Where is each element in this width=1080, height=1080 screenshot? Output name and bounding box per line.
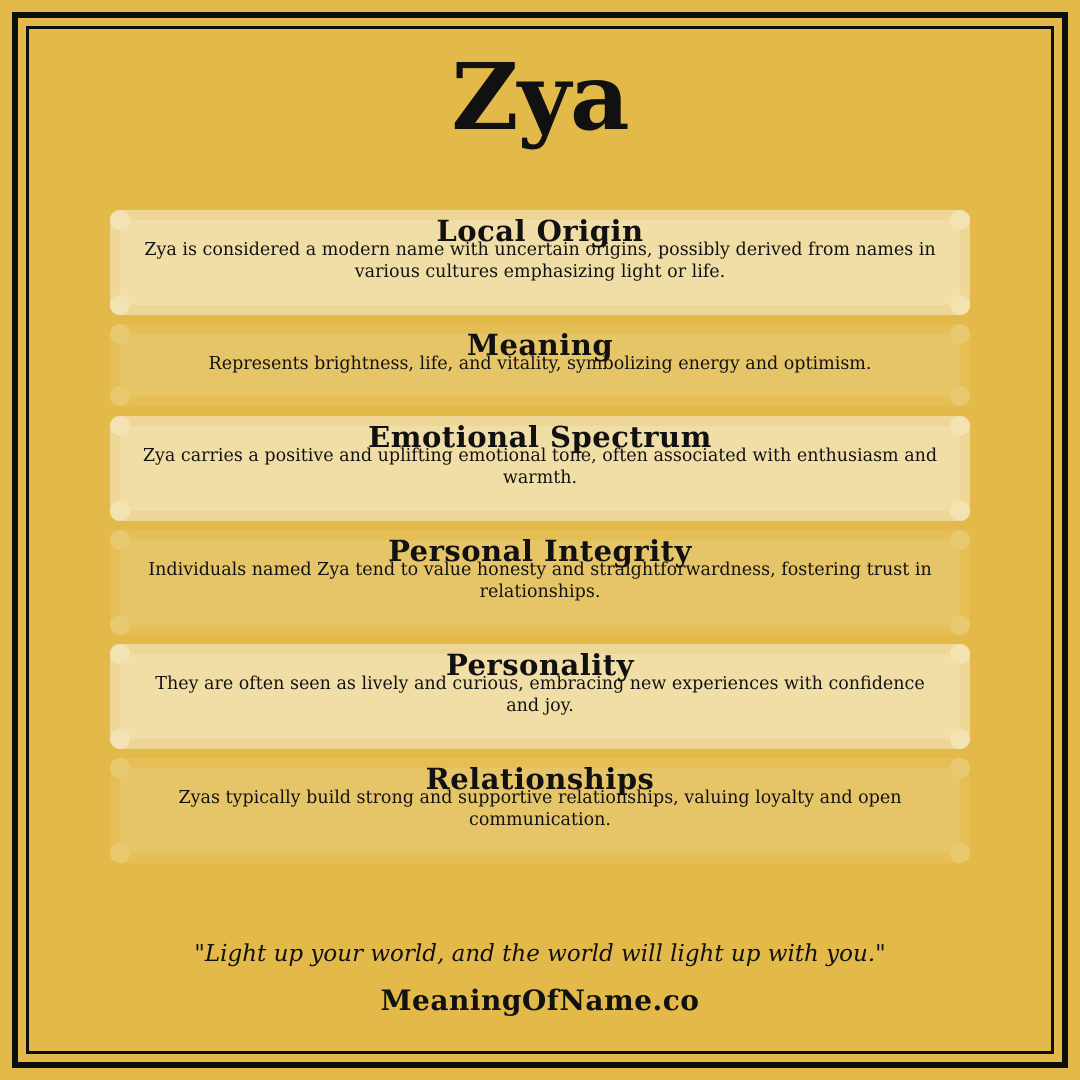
corner-dot [950, 843, 970, 863]
section-personal-integrity [110, 530, 970, 635]
section-heading: Personal Integrity [388, 534, 692, 568]
corner-dot [110, 843, 130, 863]
corner-dot [950, 295, 970, 315]
section-heading: Personality [445, 648, 635, 682]
corner-dot [110, 615, 130, 635]
section-text: Zya carries a positive and uplifting emotional tone, often associated with enthusiasm and warmth. [142, 446, 938, 488]
corner-dot [950, 615, 970, 635]
site-footer: MeaningOfName.co [380, 984, 700, 1017]
section-heading: Meaning [466, 328, 614, 362]
corner-dot [110, 729, 130, 749]
section-text: Individuals named Zya tend to value honesty and straightforwardness, fostering trust in relationships. [148, 560, 932, 602]
section-personality [110, 644, 970, 749]
section-heading: Local Origin [436, 214, 644, 248]
quote-text: "Light up your world, and the world will light up with you." [194, 941, 886, 967]
corner-dot [110, 501, 130, 521]
corner-dot [110, 295, 130, 315]
section-relationships [110, 758, 970, 863]
section-text: Zyas typically build strong and supportive relationships, valuing loyalty and open communication. [178, 788, 902, 830]
name-title: Zya [451, 43, 629, 151]
section-text: Zya is considered a modern name with uncertain origins, possibly derived from names in various cultures emphasizing light or life. [144, 240, 936, 282]
corner-dot [950, 501, 970, 521]
section-meaning [110, 324, 970, 406]
section-heading: Relationships [425, 762, 655, 796]
section-text: They are often seen as lively and curious, embracing new experiences with confidence and joy. [155, 674, 925, 716]
corner-dot [950, 386, 970, 406]
corner-dot [110, 386, 130, 406]
section-heading: Emotional Spectrum [368, 420, 712, 454]
section-emotional-spectrum [110, 416, 970, 521]
section-local-origin [110, 210, 970, 315]
section-text: Represents brightness, life, and vitality, symbolizing energy and optimism. [208, 354, 872, 374]
corner-dot [950, 729, 970, 749]
